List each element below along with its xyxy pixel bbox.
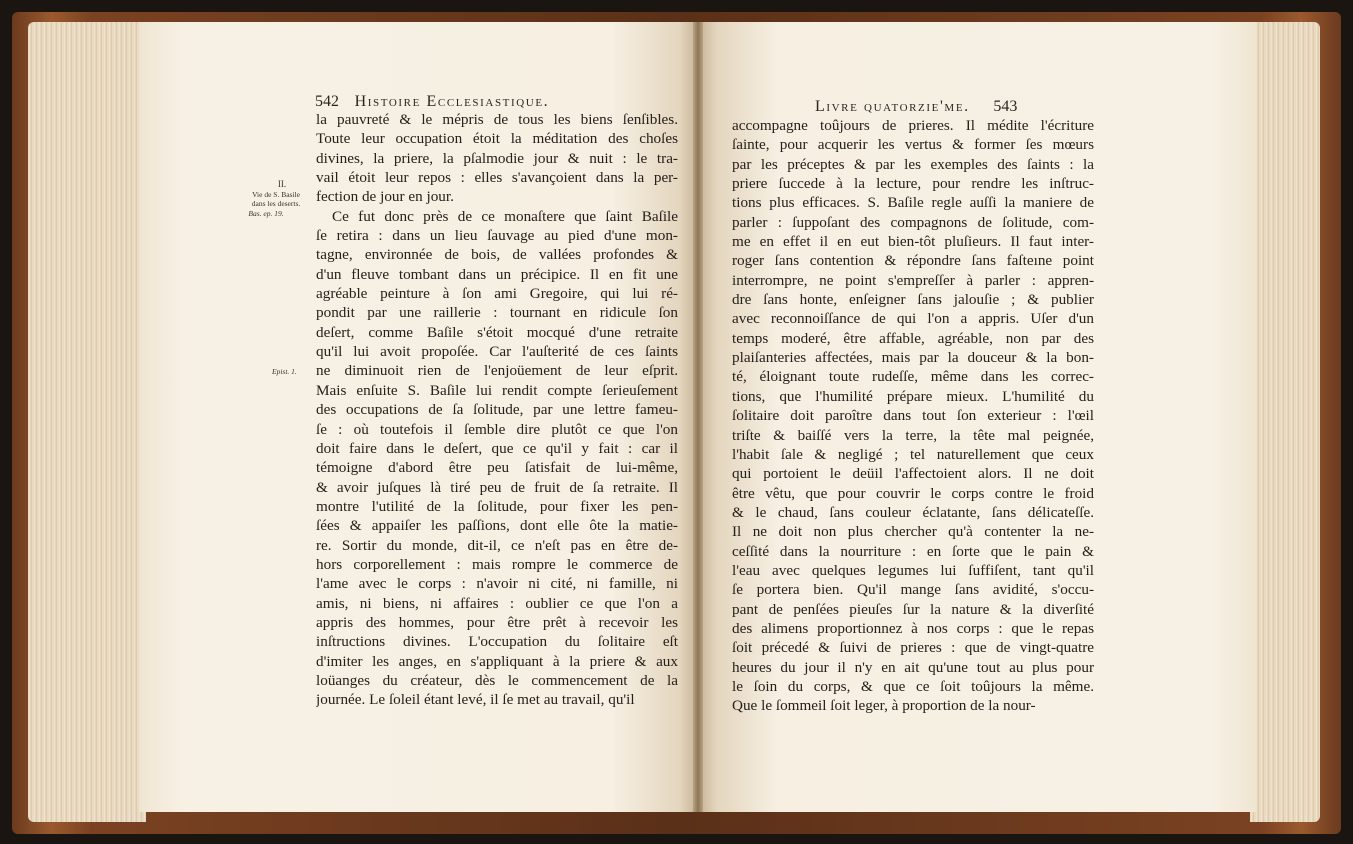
text-line: heures du jour il n'y en ait qu'une tout au plus pour	[732, 658, 1094, 676]
text-line: tagne, environnée de bois, de vallées profondes &	[316, 246, 678, 264]
text-line: ceſſité dans la nourriture : en ſorte que le pain &	[732, 542, 1094, 560]
text-line: té, éloignant toute rudeſſe, même dans les correc-	[732, 368, 1094, 386]
text-line: ſolitaire doit paroître dans tout ſon exterieur : l'œil	[732, 407, 1094, 425]
text-line: ſe portera bien. Qu'il mange ſans avidité, s'occu-	[732, 581, 1094, 599]
text-line: divines, la priere, la pſalmodie jour & nuit : le tra-	[316, 149, 678, 167]
text-line: le ſoin du corps, & que ce ſoit toûjours la même.	[732, 677, 1094, 695]
margin-note-deserts: dans les deserts.	[251, 199, 301, 208]
text-line: ſainte, pour acquerir les vertus & former ſes mœurs	[732, 136, 1094, 154]
text-line: par les préceptes & par les exemples des ſaints : la	[732, 155, 1094, 173]
text-line: agréable peinture à ſon ami Gregoire, qui lui ré-	[316, 285, 678, 303]
text-line: l'eau avec quelques legumes lui ſuffiſent, tant qu'il	[732, 561, 1094, 579]
right-head-title: Livre quatorzie'me.	[815, 98, 970, 115]
text-line: pondit par une raillerie : tournant en ridicule ſon	[316, 304, 678, 322]
text-line: ſées & appaiſer les paſſions, dont elle ôte la matie-	[316, 517, 678, 535]
text-line: & le chaud, ſans couleur éclatante, ſans délicateſſe.	[732, 503, 1094, 521]
text-line: Mais enſuite S. Baſile lui rendit compte ſerieuſement	[316, 381, 678, 399]
text-line: priere ſuccede à la lecture, pour rendre les inſtruc-	[732, 175, 1094, 193]
margin-note-vie: Vie de S. Basile	[252, 190, 300, 199]
text-line: Il ne doit non plus chercher qu'à contenter la ne-	[732, 523, 1094, 541]
text-line: qui portoient le deüil l'affectoient alors. Il ne doit	[732, 465, 1094, 483]
text-line: d'imiter les anges, en s'appliquant à la priere & aux	[316, 652, 678, 670]
right-page-number: 543	[993, 98, 1018, 115]
text-line: ne diminuoit rien de l'enjoüement de leur eſprit.	[316, 362, 678, 380]
text-line: temps moderé, être affable, agréable, non par des	[732, 329, 1094, 347]
text-line: interrompre, ne point s'empreſſer à parler : appren-	[732, 271, 1094, 289]
text-line: triſte & baiſſé vers la terre, la tête mal peignée,	[732, 426, 1094, 444]
text-line: montre l'utilité de la ſolitude, pour fixer les pen-	[316, 497, 678, 515]
text-line: être vêtu, que pour couvrir le corps contre le froid	[732, 484, 1094, 502]
text-line: amis, ni biens, ni affaires : oublier ce que l'on a	[316, 594, 678, 612]
text-line: l'habit ſale & negligé ; tel naturellement que ceux	[732, 445, 1094, 463]
right-running-head	[815, 98, 1017, 116]
left-page-text	[316, 110, 678, 710]
text-line: qu'il lui avoit propoſée. Car l'auſterité de ces ſaints	[316, 343, 678, 361]
text-line: hors corporellement : mais rompre le commerce de	[316, 555, 678, 573]
text-line: plaiſanteries affectées, mais par la douceur & la bon-	[732, 349, 1094, 367]
right-page-text	[732, 116, 1094, 716]
text-line: fection de jour en jour.	[316, 188, 454, 206]
page-edges-left	[28, 22, 146, 822]
text-line: d'un fleuve tombant dans un précipice. Il en fit une	[316, 265, 678, 283]
left-head-title: Histoire Ecclesiastique.	[354, 93, 550, 110]
text-line: Ce fut donc près de ce monaſtere que ſaint Baſile	[332, 207, 678, 225]
left-running-head	[315, 93, 549, 111]
text-line: parler : ſuppoſant des compagnons de ſolitude, com-	[732, 213, 1094, 231]
text-line: tions, que l'humilité prépare mieux. L'humilité du	[732, 387, 1094, 405]
text-line: tions plus efficaces. S. Baſile regle auſſi la maniere de	[732, 194, 1094, 212]
text-line: loüanges du créateur, dès le commencement de la	[316, 671, 678, 689]
text-line: pant de penſées pieuſes ſur la nature & la diverſité	[732, 600, 1094, 618]
margin-note-bas: Bas. ep. 19.	[248, 209, 284, 218]
text-line: re. Sortir du monde, dit-il, ce n'eſt pas en être de-	[316, 536, 678, 554]
text-line: des alimens proportionnez à nos corps : que le repas	[732, 619, 1094, 637]
text-line: inſtructions divines. L'occupation du ſolitaire eſt	[316, 633, 678, 651]
text-line: deſert, comme Baſile s'étoit mocqué d'une retraite	[316, 323, 678, 341]
text-line: journée. Le ſoleil étant levé, il ſe met au travail, qu'il	[316, 691, 635, 709]
book-gutter	[693, 22, 703, 812]
margin-note-section: II.	[277, 179, 287, 189]
text-line: Que le ſommeil ſoit leger, à proportion de la nour-	[732, 697, 1036, 715]
text-line: la pauvreté & le mépris de tous les biens ſenſibles.	[316, 111, 678, 128]
text-line: roger ſans contention & répondre ſans faſteıne point	[732, 252, 1094, 270]
left-page-number: 542	[315, 93, 339, 110]
text-line: témoigne d'abord être peu ſatisfait de lui-même,	[316, 459, 678, 477]
text-line: l'ame avec le corps : n'avoir ni cité, ni famille, ni	[316, 575, 678, 593]
text-line: dre ſans honte, enſeigner ſans jalouſie ; & publier	[732, 291, 1094, 309]
text-line: accompagne toûjours de prieres. Il médite l'écriture	[732, 117, 1094, 134]
text-line: ſe : où toutefois il ſemble dire plutôt ce que l'on	[316, 420, 678, 438]
text-line: & avoir juſques là tiré peu de fruit de ſa retraite. Il	[316, 478, 678, 496]
text-line: doit faire dans le deſert, que ce qu'il y fait : car il	[316, 439, 678, 457]
text-line: me en effet il en eut bien-tôt pluſieurs. Il faut inter-	[732, 233, 1094, 251]
text-line: ſe retira : dans un lieu ſauvage au pied d'une mon-	[316, 227, 678, 245]
margin-note-epist: Epist. 1.	[272, 367, 297, 376]
text-line: Toute leur occupation étoit la méditation des choſes	[316, 130, 678, 148]
text-line: des occupations de ſa ſolitude, par une lettre fameu-	[316, 401, 678, 419]
text-line: vail étoit leur repos : elles s'avançoient dans la per-	[316, 169, 678, 187]
text-line: appris des hommes, pour être prêt à recevoir les	[316, 613, 678, 631]
text-line: ſoit précedé & ſuivi de prieres : que de vingt-quatre	[732, 639, 1094, 657]
text-line: avec reconnoiſſance de qui l'on a appris. Uſer d'un	[732, 310, 1094, 328]
page-edges-right	[1250, 22, 1320, 822]
